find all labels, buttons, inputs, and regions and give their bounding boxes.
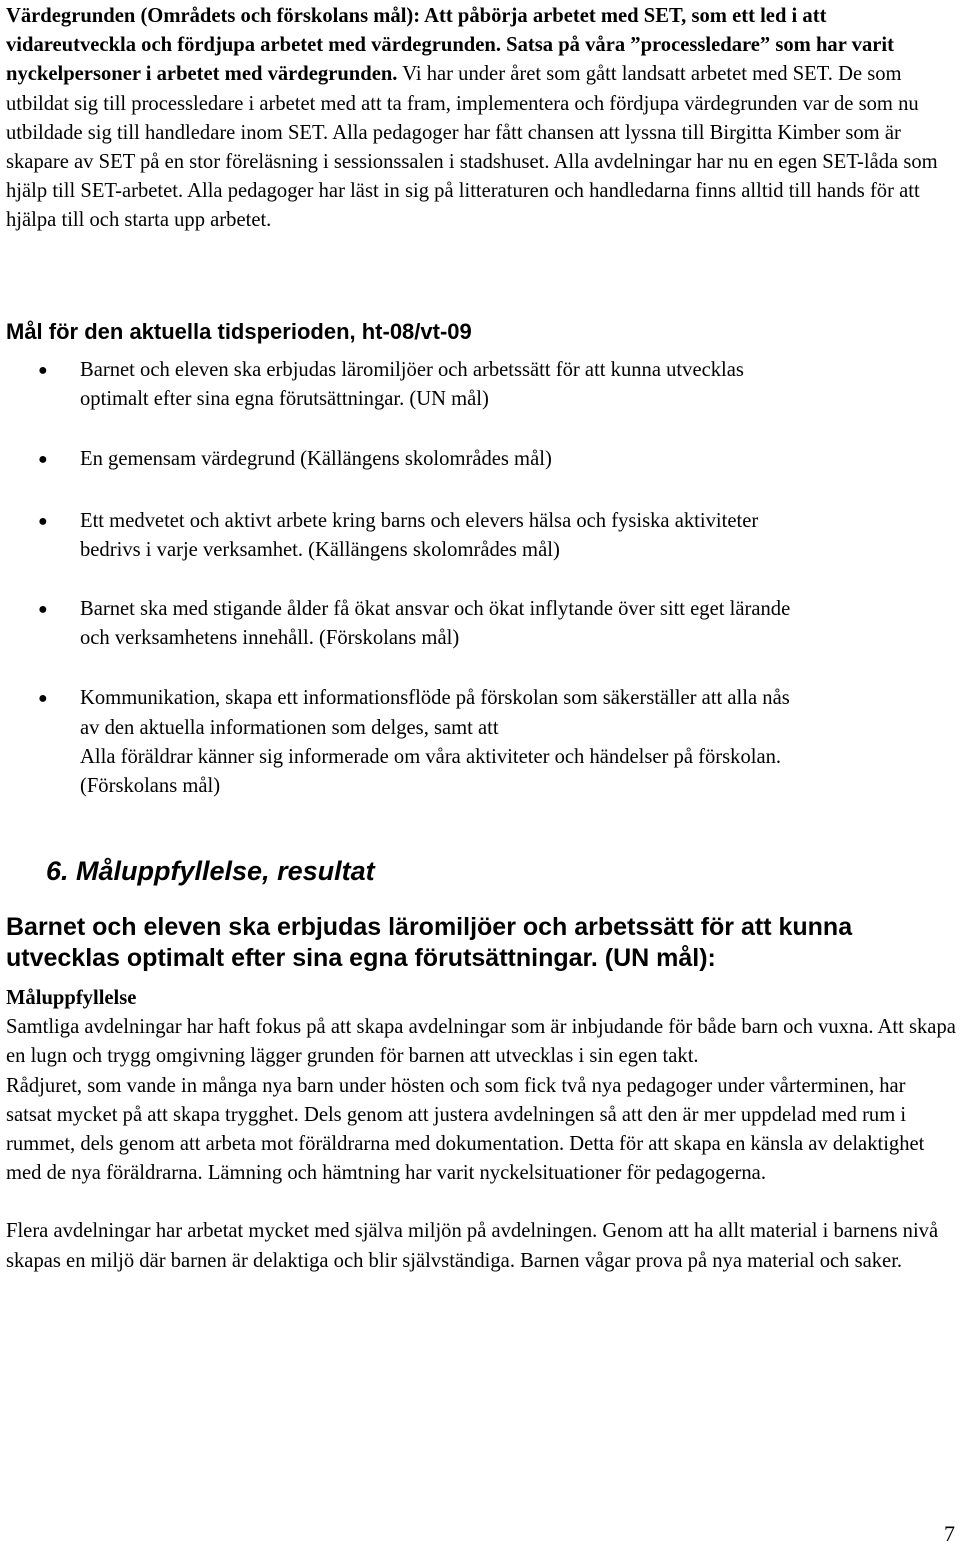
goals-heading: Mål för den aktuella tidsperioden, ht-08/vt-09 <box>6 319 472 344</box>
goal-item-3: ● Ett medvetet och aktivt arbete kring barns och elevers hälsa och fysiska aktiviteter bedrivs i varje verksamhet. (Källängens skolområdes mål) <box>0 507 950 565</box>
bullet-icon: ● <box>38 512 48 530</box>
results-paragraph-1: Samtliga avdelningar har haft fokus på att skapa avdelningar som är inbjudande för både barn och vuxna. Att skapa en lugn och trygg omgivning lägger grunden för barnen att utvecklas i sin egen takt. <box>6 1016 956 1068</box>
goals-list <box>0 356 950 801</box>
bullet-icon: ● <box>38 451 48 469</box>
bullet-icon: ● <box>38 690 48 708</box>
goal-item-2: ● En gemensam värdegrund (Källängens skolområdes mål) <box>0 445 950 474</box>
section-6-heading: 6. Måluppfyllelse, resultat <box>46 856 375 886</box>
goal-item-5: ● Kommunikation, skapa ett informationsflöde på förskolan som säkerställer att alla nås av den aktuella informationen som delges, samt att Alla föräldrar känner sig informerade om våra aktiviteter och händelser på förskolan. (Förskolans mål) <box>0 684 950 801</box>
intro-bold-text: Värdegrunden (Områdets och förskolans mål): Att påbörja arbetet med SET, som ett led i att vidareutveckla och fördjupa arbetet med värdegrunden. Satsa på våra ”processledare” som har varit nyckelpersoner i arbetet med värdegrunden. <box>6 5 894 86</box>
bullet-icon: ● <box>38 362 48 379</box>
goal-item-4: ● Barnet ska med stigande ålder få ökat ansvar och ökat inflytande över sitt eget lärande och verksamhetens innehåll. (Förskolans mål) <box>0 595 950 653</box>
results-body <box>6 984 956 1276</box>
intro-text: Vi har under året som gått landsatt arbetet med SET. De som utbildat sig till processledare i arbetet med att ta fram, implementera och fördjupa värdegrunden var de som nu utbildade sig till handledare inom SET. Alla pedagoger har fått chansen att lyssna till Birgitta Kimber som är skapare av SET på en stor föreläsning i sessionssalen i stadshuset. Alla avdelningar har nu en egen SET-låda som hjälp till SET-arbetet. Alla pedagoger har läst in sig på litteraturen och handledarna finns alltid till hands för att hjälpa till och starta upp arbetet. <box>6 63 938 232</box>
intro-paragraph <box>6 2 954 236</box>
page-number: 7 <box>944 1521 955 1546</box>
results-paragraph-3: Flera avdelningar har arbetat mycket med själva miljön på avdelningen. Genom att ha allt material i barnens nivå skapas en miljö där barnen är delaktiga och blir självständiga. Barnen vågar prova på nya material och saker. <box>6 1220 939 1272</box>
results-label: Måluppfyllelse <box>6 987 137 1009</box>
goal-item-1: ● Barnet och eleven ska erbjudas läromiljöer och arbetssätt för att kunna utvecklas optimalt efter sina egna förutsättningar. (UN mål) <box>0 356 950 414</box>
section-6-subheading: Barnet och eleven ska erbjudas läromiljöer och arbetssätt för att kunna utvecklas optimalt efter sina egna förutsättningar. (UN mål): <box>6 913 853 972</box>
results-paragraph-2: Rådjuret, som vande in många nya barn under hösten och som fick två nya pedagoger under vårterminen, har satsat mycket på att skapa trygghet. Dels genom att justera avdelningen så att den är mer uppdelad med rum i rummet, dels genom att arbeta mot föräldrarna med dokumentation. Detta för att skapa en känsla av delaktighet med de nya föräldrarna. Lämning och hämtning har varit nyckelsituationer för pedagogerna. <box>6 1074 925 1185</box>
bullet-icon: ● <box>38 601 48 619</box>
